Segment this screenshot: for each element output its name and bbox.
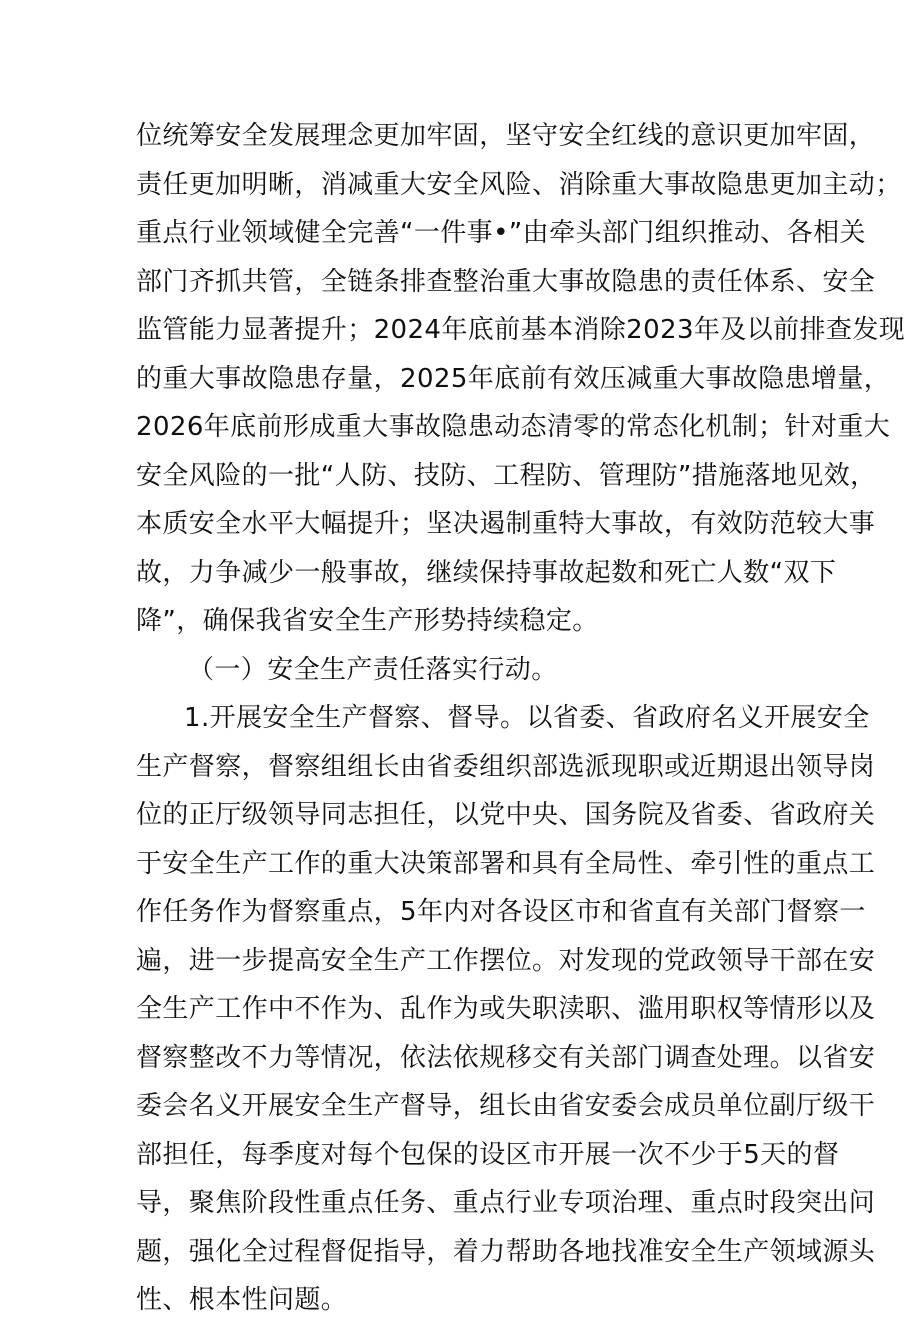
text-line: 作任务作为督察重点，5年内对各设区市和省直有关部门督察一 xyxy=(136,897,866,927)
text-line: 题，强化全过程督促指导，着力帮助各地找准安全生产领域源头 xyxy=(136,1236,876,1267)
text-line: 导，聚焦阶段性重点任务、重点行业专项治理、重点时段突出问 xyxy=(136,1188,876,1218)
document-body xyxy=(136,112,906,1325)
text-line: 的重大事故隐患存量，2025年底前有效压减重大事故隐患增量， xyxy=(136,363,891,394)
text-line: 委会名义开展安全生产督导，组长由省安委会成员单位副厅级干 xyxy=(136,1091,876,1121)
text-line: 位统筹安全发展理念更加牢固，坚守安全红线的意识更加牢固， xyxy=(136,121,876,151)
text-line: 督察整改不力等情况，依法依规移交有关部门调查处理。以省安 xyxy=(136,1042,876,1073)
text-line: 位的正厅级领导同志担任，以党中央、国务院及省委、省政府关 xyxy=(136,800,876,830)
text-line: 部门齐抓共管，全链条排查整治重大事故隐患的责任体系、安全 xyxy=(136,266,876,297)
text-line: 故，力争减少一般事故，继续保持事故起数和死亡人数“双下 xyxy=(136,557,837,588)
text-line: 重点行业领域健全完善“一件事•”由牵头部门组织推动、各相关 xyxy=(136,218,866,248)
text-line: 本质安全水平大幅提升；坚决遏制重特大事故，有效防范较大事 xyxy=(136,509,876,539)
text-line: 部担任，每季度对每个包保的设区市开展一次不少于5天的督 xyxy=(136,1139,840,1170)
text-line: 2026年底前形成重大事故隐患动态清零的常态化机制；针对重大 xyxy=(136,412,891,442)
text-line: 生产督察，督察组组长由省委组织部选派现职或近期退出领导岗 xyxy=(136,751,876,782)
text-line: 全生产工作中不作为、乱作为或失职渎职、滥用职权等情形以及 xyxy=(136,994,876,1024)
text-line: 降”，确保我省安全生产形势持续稳定。 xyxy=(136,606,599,636)
text-line: 安全风险的一批“人防、技防、工程防、管理防”措施落地见效， xyxy=(136,460,877,491)
text-line: 监管能力显著提升；2024年底前基本消除2023年及以前排查发现 xyxy=(136,315,906,345)
text-line: 于安全生产工作的重大决策部署和具有全局性、牵引性的重点工 xyxy=(136,848,876,879)
text-line: 遍，进一步提高安全生产工作摆位。对发现的党政领导干部在安 xyxy=(136,945,876,976)
text-line: 责任更加明晰，消减重大安全风险、消除重大事故隐患更加主动； xyxy=(136,169,902,200)
section-heading: （一）安全生产责任落实行动。 xyxy=(188,654,558,685)
text-line: 性、根本性问题。 xyxy=(136,1285,348,1315)
paragraph-first-line: 1.开展安全生产督察、督导。以省委、省政府名义开展安全 xyxy=(184,703,870,733)
